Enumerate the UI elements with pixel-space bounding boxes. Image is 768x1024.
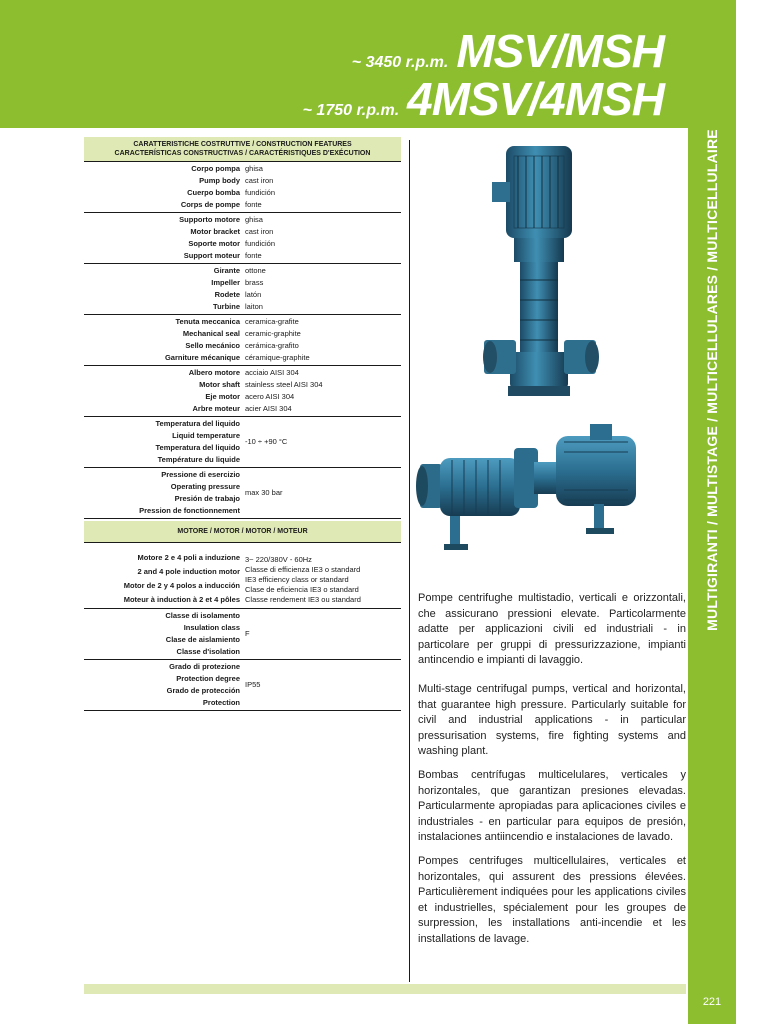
spec-label: Motor bracket xyxy=(190,227,240,236)
title-banner xyxy=(0,0,688,128)
title-line-3450 xyxy=(351,25,664,77)
horizontal-pump-image xyxy=(414,418,644,558)
spec-label: Garniture mécanique xyxy=(164,353,240,362)
spec-value: acero AISI 304 xyxy=(245,392,295,401)
spec-value: cerámica-grafito xyxy=(245,341,299,350)
rpm-label: ~ 3450 r.p.m. xyxy=(351,54,449,71)
spec-group-mechanical-seal xyxy=(84,315,401,366)
spec-group-impeller xyxy=(84,264,401,315)
spec-value: ceramic-graphite xyxy=(245,329,301,338)
spec-label: Operating pressure xyxy=(170,482,240,491)
spec-value: max 30 bar xyxy=(245,488,283,497)
spec-label: Sello mecánico xyxy=(185,341,240,350)
description-english: Multi-stage centrifugal pumps, vertical and horizontal, that guarantee high pressure. Particularly suitable for civil and industrial applications - in particular pressurisation systems, fire fighting systems and washing plant. xyxy=(418,683,686,757)
spec-label: Cuerpo bomba xyxy=(187,188,240,197)
spec-value: cast iron xyxy=(245,227,274,236)
spec-value: ottone xyxy=(245,266,266,275)
spec-title: CARATTERISTICHE COSTRUTTIVE / CONSTRUCTION FEATURES xyxy=(133,141,352,148)
spec-label: Corpo pompa xyxy=(191,164,240,173)
spec-value: ghisa xyxy=(245,164,263,173)
spec-group-operating-pressure xyxy=(84,468,401,519)
spec-value: Classe rendement IE3 ou standard xyxy=(245,595,361,604)
spec-label: Grado di protezione xyxy=(169,662,240,671)
spec-title: CARACTERÍSTICAS CONSTRUCTIVAS / CARACTÉRISTIQUES D'EXÉCUTION xyxy=(114,150,371,157)
title-line-1750 xyxy=(302,73,664,125)
spec-label: Eje motor xyxy=(205,392,240,401)
spec-value: ceramica-grafite xyxy=(245,317,299,326)
page-edge xyxy=(736,0,768,1024)
spec-value: stainless steel AISI 304 xyxy=(245,380,323,389)
spec-label: Supporto motore xyxy=(179,215,240,224)
side-title: MULTIGIRANTI / MULTISTAGE / MULTICELLULARES / MULTICELLULAIRE xyxy=(704,129,720,631)
spec-value: brass xyxy=(245,278,264,287)
column-divider xyxy=(409,140,410,982)
spec-value: IE3 efficiency class or standard xyxy=(245,575,349,584)
spec-header xyxy=(84,137,401,162)
spec-label: Support moteur xyxy=(183,251,240,260)
spec-group-insulation xyxy=(84,609,401,660)
spec-label: 2 and 4 pole induction motor xyxy=(137,567,240,576)
spec-label: Classe d'isolation xyxy=(176,647,240,656)
spec-label: Protection xyxy=(202,698,240,707)
spec-value: laiton xyxy=(245,302,263,311)
spec-label: Turbine xyxy=(213,302,240,311)
spec-label: Temperatura del liquido xyxy=(155,419,240,428)
motor-title: MOTORE / MOTOR / MOTOR / MOTEUR xyxy=(177,528,308,535)
spec-table xyxy=(84,137,401,711)
spec-group-motor-bracket xyxy=(84,213,401,264)
spec-label: Grado de protección xyxy=(166,686,240,695)
spec-group-motor xyxy=(84,543,401,609)
spec-label: Insulation class xyxy=(183,623,240,632)
spec-label: Arbre moteur xyxy=(192,404,240,413)
spec-label: Motor de 2 y 4 polos a inducción xyxy=(123,581,240,590)
spec-value: Clase de eficiencia IE3 o standard xyxy=(245,585,359,594)
spec-label: Temperatura del liquido xyxy=(155,443,240,452)
footer-bar xyxy=(84,984,686,994)
rpm-label: ~ 1750 r.p.m. xyxy=(302,102,400,119)
spec-value: fundición xyxy=(245,239,276,248)
vertical-pump-image xyxy=(474,140,604,410)
spec-label: Liquid temperature xyxy=(172,431,240,440)
spec-value: ghisa xyxy=(245,215,263,224)
spec-value: -10 ÷ +90 °C xyxy=(245,437,288,446)
spec-label: Classe di isolamento xyxy=(165,611,240,620)
spec-value: F xyxy=(245,629,250,638)
spec-label: Pression de fonctionnement xyxy=(139,506,240,515)
spec-label: Albero motore xyxy=(188,368,240,377)
spec-label: Presión de trabajo xyxy=(174,494,240,503)
spec-value: cast iron xyxy=(245,176,274,185)
page-number: 221 xyxy=(702,996,722,1008)
spec-value: latón xyxy=(245,290,262,299)
spec-value: fonte xyxy=(245,251,262,260)
spec-label: Mechanical seal xyxy=(182,329,240,338)
spec-group-motor-shaft xyxy=(84,366,401,417)
spec-label: Girante xyxy=(213,266,240,275)
spec-label: Impeller xyxy=(211,278,240,287)
spec-value: fundición xyxy=(245,188,276,197)
spec-value: céramique-graphite xyxy=(245,353,310,362)
spec-label: Pump body xyxy=(199,176,240,185)
spec-label: Corps de pompe xyxy=(180,200,240,209)
spec-label: Soporte motor xyxy=(188,239,240,248)
spec-value: 3~ 220/380V - 60Hz xyxy=(245,555,312,564)
spec-label: Température du liquide xyxy=(157,455,240,464)
spec-group-pump-body xyxy=(84,162,401,213)
motor-header xyxy=(84,521,401,543)
spec-label: Pressione di esercizio xyxy=(161,470,240,479)
spec-group-protection xyxy=(84,660,401,711)
model-label: 4MSV/4MSH xyxy=(407,73,664,125)
spec-group-liquid-temperature xyxy=(84,417,401,468)
spec-label: Motore 2 e 4 poli a induzione xyxy=(137,553,240,562)
spec-value: IP55 xyxy=(245,680,261,689)
spec-label: Tenuta meccanica xyxy=(175,317,240,326)
spec-value: acciaio AISI 304 xyxy=(245,368,299,377)
spec-label: Motor shaft xyxy=(199,380,240,389)
description-italian: Pompe centrifughe multistadio, verticali e orizzontali, che assicurano pressioni elevate. Particolarmente adatte per applicazioni civili ed industriali - in particolare per gruppi di pressurizzazione, impianti antincendio e impianti di lavaggio. xyxy=(418,592,686,666)
spec-value: Classe di efficienza IE3 o standard xyxy=(245,565,361,574)
description-french: Pompes centrifuges multicellulaires, verticales et horizontales, qui assurent des pressions élevées. Particulièrement indiquées pour les applications civiles et industrielles, spécialement pour les groupes de surpression, les installations anti-incendie et les installations de lavage. xyxy=(418,855,686,945)
spec-label: Protection degree xyxy=(176,674,240,683)
description-spanish: Bombas centrífugas multicelulares, verticales y horizontales, que garantizan presiones elevadas. Particularmente apropiadas para aplicaciones civiles e industriales - en particular para equipos de presión, instalaciones antiincendio e instalaciones de lavado. xyxy=(418,769,686,843)
spec-value: acier AISI 304 xyxy=(245,404,292,413)
spec-label: Clase de aislamiento xyxy=(165,635,240,644)
model-label: MSV/MSH xyxy=(456,25,664,77)
spec-value: fonte xyxy=(245,200,262,209)
spec-label: Rodete xyxy=(214,290,240,299)
spec-label: Moteur à induction à 2 et 4 pôles xyxy=(123,595,240,604)
